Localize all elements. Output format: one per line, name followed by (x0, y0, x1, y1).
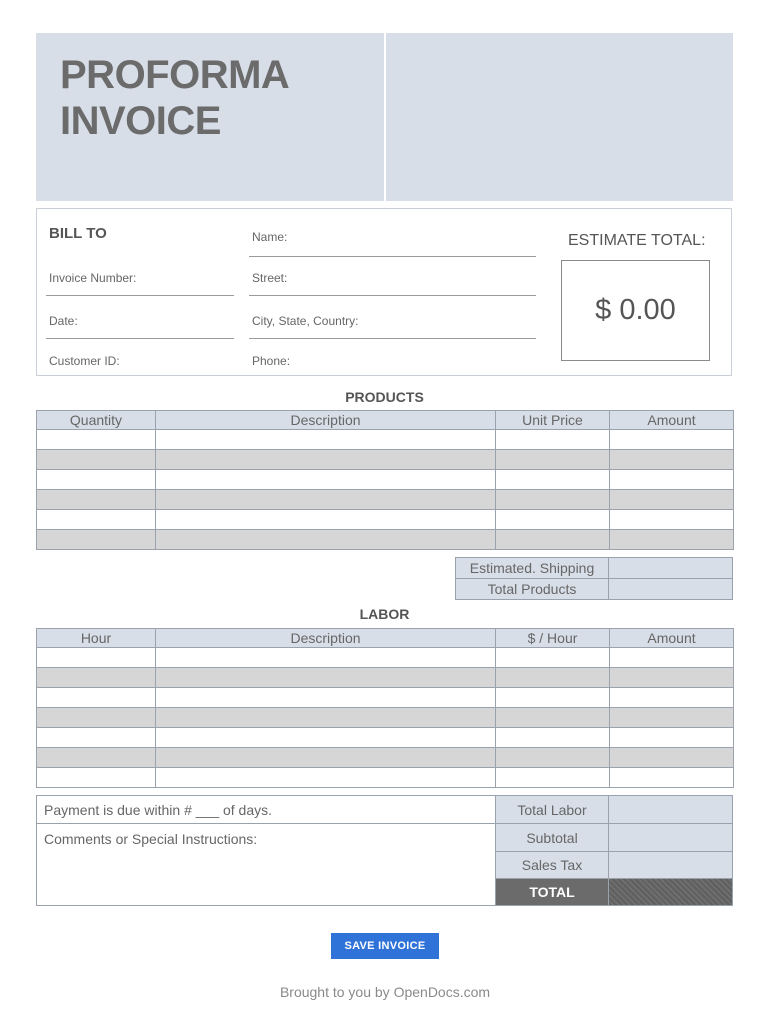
products-table (36, 410, 734, 550)
labor-cell[interactable] (156, 708, 496, 728)
products-cell[interactable] (610, 430, 734, 450)
labor-row (37, 668, 734, 688)
products-col-amount: Amount (610, 411, 734, 430)
products-cell[interactable] (610, 490, 734, 510)
labor-row (37, 648, 734, 668)
labor-cell[interactable] (156, 768, 496, 788)
products-cell[interactable] (156, 510, 496, 530)
labor-col-rate: $ / Hour (496, 629, 610, 648)
products-cell[interactable] (156, 430, 496, 450)
total-labor-label: Total Labor (495, 795, 609, 824)
products-cell[interactable] (496, 430, 610, 450)
total-products-label: Total Products (455, 578, 609, 600)
products-row (37, 530, 734, 550)
city-state-country-label: City, State, Country: (252, 314, 359, 328)
street-label: Street: (252, 271, 288, 285)
labor-cell[interactable] (610, 728, 734, 748)
products-cell[interactable] (610, 510, 734, 530)
payment-terms: Payment is due within # ___ of days. (36, 795, 496, 824)
total-labor-value (608, 795, 733, 824)
labor-cell[interactable] (37, 688, 156, 708)
date-label: Date: (49, 314, 78, 328)
labor-cell[interactable] (37, 748, 156, 768)
products-cell[interactable] (37, 510, 156, 530)
labor-cell[interactable] (610, 748, 734, 768)
products-cell[interactable] (496, 510, 610, 530)
labor-col-amount: Amount (610, 629, 734, 648)
products-cell[interactable] (156, 450, 496, 470)
labor-cell[interactable] (496, 708, 610, 728)
estimated-shipping-label: Estimated. Shipping (455, 557, 609, 579)
labor-col-description: Description (156, 629, 496, 648)
customer-id-label: Customer ID: (49, 354, 120, 368)
labor-cell[interactable] (610, 768, 734, 788)
labor-cell[interactable] (610, 688, 734, 708)
labor-row (37, 768, 734, 788)
products-row (37, 510, 734, 530)
products-cell[interactable] (37, 470, 156, 490)
street-field[interactable] (249, 295, 536, 296)
products-row (37, 490, 734, 510)
name-field[interactable] (249, 256, 536, 257)
date-field[interactable] (46, 338, 234, 339)
total-products-value (608, 578, 733, 600)
save-invoice-button[interactable]: SAVE INVOICE (331, 933, 439, 959)
labor-cell[interactable] (37, 728, 156, 748)
estimate-total-value: $ 0.00 (595, 294, 676, 326)
subtotal-label: Subtotal (495, 823, 609, 852)
labor-row (37, 708, 734, 728)
labor-cell[interactable] (496, 768, 610, 788)
products-cell[interactable] (610, 470, 734, 490)
labor-table (36, 628, 734, 788)
city-state-country-field[interactable] (249, 338, 536, 339)
comments-label: Comments or Special Instructions: (44, 831, 258, 847)
products-col-quantity: Quantity (37, 411, 156, 430)
products-cell[interactable] (156, 470, 496, 490)
comments-box[interactable] (36, 823, 496, 906)
labor-cell[interactable] (496, 688, 610, 708)
sales-tax-label: Sales Tax (495, 851, 609, 879)
labor-cell[interactable] (610, 648, 734, 668)
total-label: TOTAL (495, 878, 609, 906)
labor-cell[interactable] (37, 768, 156, 788)
subtotal-value (608, 823, 733, 852)
labor-cell[interactable] (156, 668, 496, 688)
products-row (37, 470, 734, 490)
products-cell[interactable] (156, 530, 496, 550)
labor-cell[interactable] (37, 668, 156, 688)
labor-cell[interactable] (156, 648, 496, 668)
title-line-1: PROFORMA (60, 53, 290, 97)
products-cell[interactable] (37, 490, 156, 510)
labor-cell[interactable] (156, 728, 496, 748)
header-panel-right (386, 33, 733, 201)
products-cell[interactable] (610, 530, 734, 550)
products-cell[interactable] (496, 450, 610, 470)
products-cell[interactable] (37, 450, 156, 470)
labor-cell[interactable] (156, 748, 496, 768)
products-col-description: Description (156, 411, 496, 430)
products-cell[interactable] (37, 430, 156, 450)
labor-row (37, 728, 734, 748)
labor-cell[interactable] (610, 708, 734, 728)
products-row (37, 430, 734, 450)
labor-title: LABOR (359, 606, 410, 622)
products-row (37, 450, 734, 470)
labor-row (37, 748, 734, 768)
products-col-unit-price: Unit Price (496, 411, 610, 430)
products-cell[interactable] (496, 490, 610, 510)
labor-row (37, 688, 734, 708)
page-title (60, 52, 289, 144)
products-cell[interactable] (496, 530, 610, 550)
products-cell[interactable] (156, 490, 496, 510)
labor-cell[interactable] (37, 708, 156, 728)
products-cell[interactable] (496, 470, 610, 490)
estimate-total-box (561, 260, 710, 361)
labor-cell[interactable] (37, 648, 156, 668)
total-value (608, 878, 733, 906)
labor-cell[interactable] (610, 668, 734, 688)
labor-cell[interactable] (156, 688, 496, 708)
labor-cell[interactable] (496, 648, 610, 668)
invoice-number-label: Invoice Number: (49, 271, 137, 285)
products-title: PRODUCTS (345, 389, 424, 405)
estimate-total-label: ESTIMATE TOTAL: (568, 232, 706, 249)
products-cell[interactable] (37, 530, 156, 550)
title-line-2: INVOICE (60, 99, 221, 143)
labor-cell[interactable] (496, 668, 610, 688)
estimated-shipping-value[interactable] (608, 557, 733, 579)
footer-credit: Brought to you by OpenDocs.com (279, 984, 491, 1000)
products-cell[interactable] (610, 450, 734, 470)
phone-label: Phone: (252, 354, 291, 368)
name-label: Name: (252, 230, 288, 244)
labor-cell[interactable] (496, 728, 610, 748)
sales-tax-value[interactable] (608, 851, 733, 879)
invoice-number-field[interactable] (46, 295, 234, 296)
bill-to-heading: BILL TO (49, 225, 107, 242)
labor-cell[interactable] (496, 748, 610, 768)
labor-col-hour: Hour (37, 629, 156, 648)
